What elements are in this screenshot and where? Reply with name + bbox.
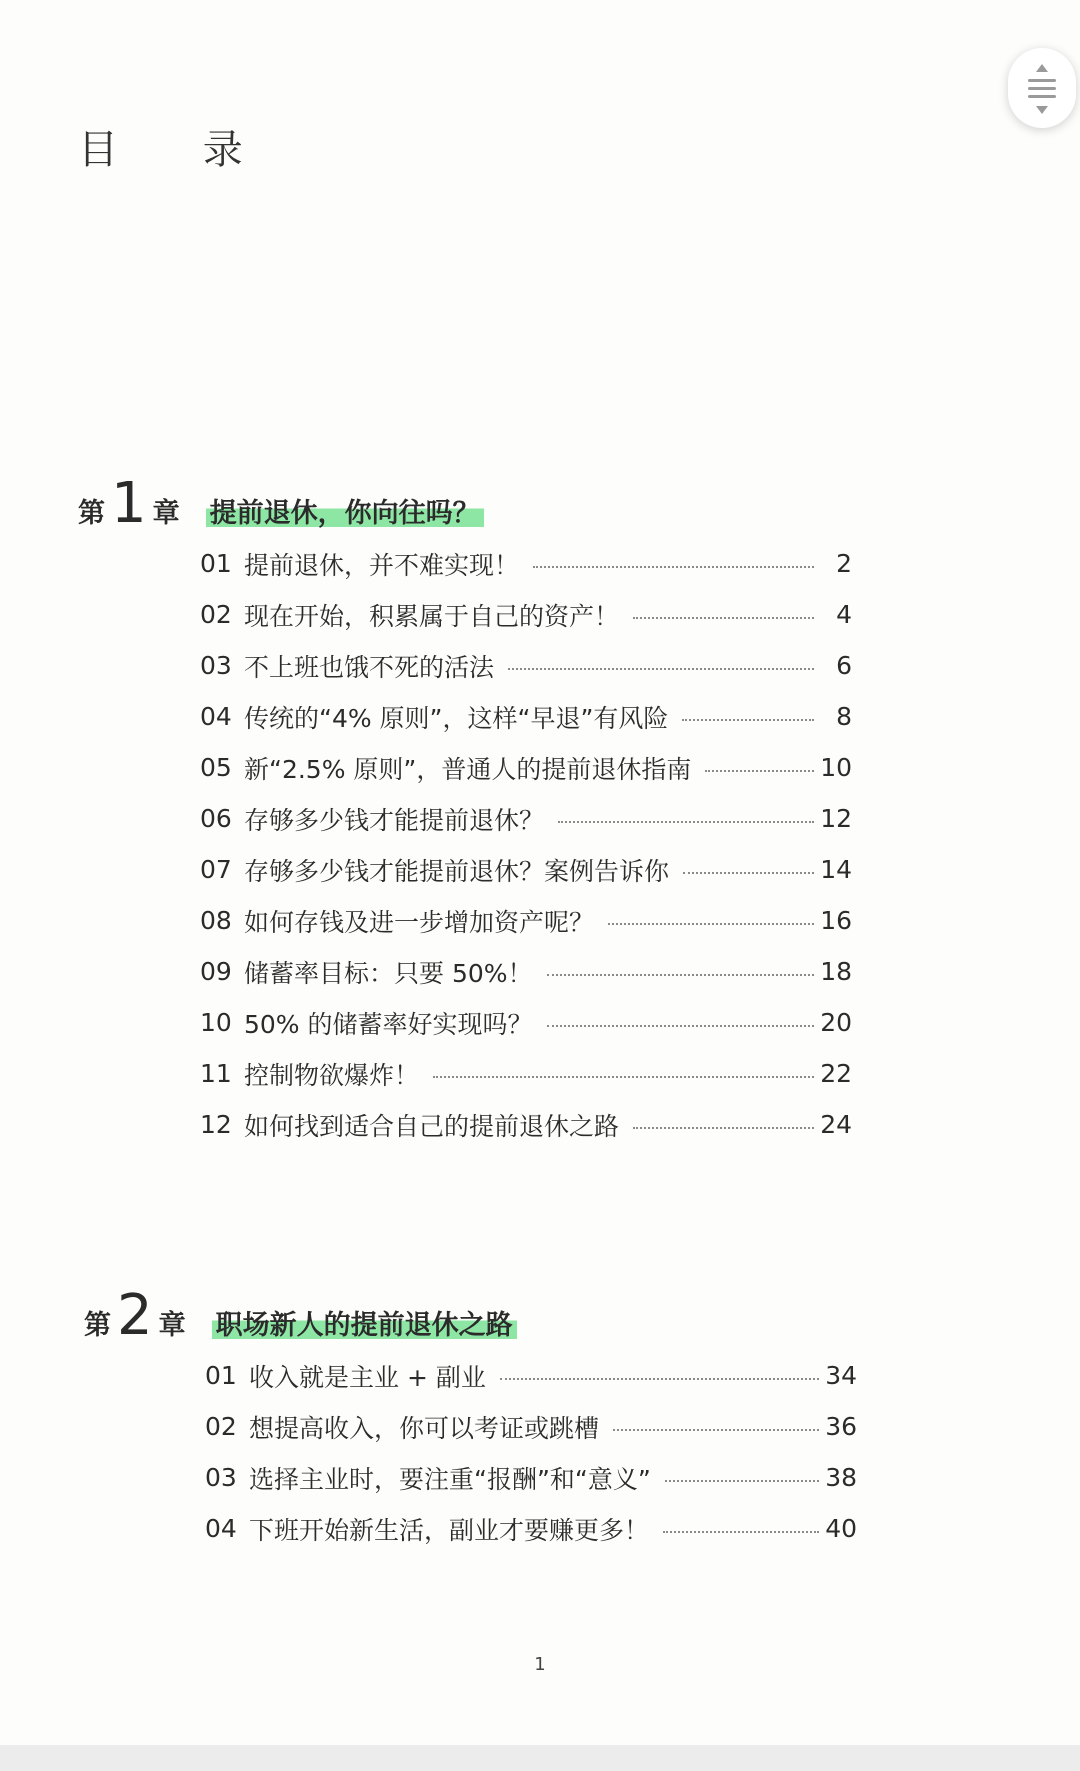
- dot-leader: [665, 1480, 819, 1482]
- entry-number: 01: [200, 549, 232, 578]
- entry-title: 存够多少钱才能提前退休？案例告诉你: [244, 856, 670, 886]
- chapter-title: 职场新人的提前退休之路: [212, 1303, 517, 1342]
- entry-page: 34: [825, 1361, 857, 1390]
- chapter-suffix: 章: [158, 1310, 186, 1341]
- chapter-suffix: 章: [152, 498, 180, 529]
- dot-leader: [633, 617, 814, 619]
- entry-number: 10: [200, 1008, 232, 1037]
- toc-entry[interactable]: [200, 793, 852, 844]
- entry-title: 存够多少钱才能提前退休？: [244, 805, 545, 835]
- entry-title: 选择主业时，要注重“报酬”和“意义”: [249, 1464, 651, 1494]
- entry-number: 07: [200, 855, 232, 884]
- toc-entry[interactable]: [200, 538, 852, 589]
- entry-page: 36: [825, 1412, 857, 1441]
- toc-entry[interactable]: [200, 844, 852, 895]
- dot-leader: [633, 1127, 814, 1129]
- chapter-1-entries: [200, 538, 852, 1150]
- entry-page: 12: [820, 804, 852, 833]
- entry-page: 4: [836, 600, 852, 629]
- entry-title: 如何找到适合自己的提前退休之路: [244, 1111, 620, 1141]
- entry-title: 传统的“4% 原则”，这样“早退”有风险: [244, 703, 669, 733]
- entry-number: 03: [200, 651, 232, 680]
- entry-page: 10: [820, 753, 852, 782]
- chapter-heading[interactable]: [84, 1283, 517, 1348]
- entry-title: 50% 的储蓄率好实现吗？: [244, 1009, 533, 1039]
- entry-title: 提前退休，并不难实现！: [244, 550, 520, 580]
- entry-page: 40: [825, 1514, 857, 1543]
- toc-entry[interactable]: [200, 997, 852, 1048]
- entry-number: 01: [205, 1361, 237, 1390]
- entry-title: 不上班也饿不死的活法: [244, 652, 495, 682]
- entry-title: 如何存钱及进一步增加资产呢？: [244, 907, 595, 937]
- entry-number: 08: [200, 906, 232, 935]
- entry-number: 05: [200, 753, 232, 782]
- menu-line-icon: [1028, 79, 1056, 82]
- entry-number: 12: [200, 1110, 232, 1139]
- dot-leader: [558, 821, 814, 823]
- entry-title: 控制物欲爆炸！: [244, 1060, 420, 1090]
- arrow-down-icon: [1036, 106, 1048, 114]
- toc-entry[interactable]: [200, 1048, 852, 1099]
- entry-number: 06: [200, 804, 232, 833]
- chapter-number: 2: [117, 1283, 153, 1348]
- entry-number: 04: [205, 1514, 237, 1543]
- toc-entry[interactable]: [200, 589, 852, 640]
- entry-number: 02: [205, 1412, 237, 1441]
- page-title: 目 录: [78, 127, 279, 173]
- dot-leader: [608, 923, 814, 925]
- toc-entry[interactable]: [200, 946, 852, 997]
- dot-leader: [705, 770, 814, 772]
- toc-entry[interactable]: [200, 742, 852, 793]
- menu-line-icon: [1028, 87, 1056, 90]
- dot-leader: [433, 1076, 814, 1078]
- toc-entry[interactable]: [205, 1401, 857, 1452]
- chapter-heading[interactable]: [78, 471, 484, 536]
- dot-leader: [682, 719, 814, 721]
- dot-leader: [663, 1531, 819, 1533]
- dot-leader: [533, 566, 814, 568]
- entry-title: 储蓄率目标：只要 50%！: [244, 958, 533, 988]
- entry-page: 14: [820, 855, 852, 884]
- dot-leader: [613, 1429, 819, 1431]
- entry-number: 04: [200, 702, 232, 731]
- dot-leader: [500, 1378, 819, 1380]
- chapter-number: 1: [111, 471, 147, 536]
- toc-entry[interactable]: [200, 895, 852, 946]
- entry-title: 新“2.5% 原则”，普通人的提前退休指南: [244, 754, 692, 784]
- entry-page: 24: [820, 1110, 852, 1139]
- scroll-menu-button[interactable]: [1008, 48, 1076, 128]
- toc-entry[interactable]: [205, 1452, 857, 1503]
- dot-leader: [683, 872, 814, 874]
- dot-leader: [547, 1025, 814, 1027]
- entry-title: 下班开始新生活，副业才要赚更多！: [249, 1515, 650, 1545]
- chapter-prefix: 第: [78, 498, 105, 529]
- dot-leader: [508, 668, 814, 670]
- bottom-strip: [0, 1745, 1080, 1771]
- menu-line-icon: [1028, 95, 1056, 98]
- toc-entry[interactable]: [200, 1099, 852, 1150]
- entry-page: 8: [836, 702, 852, 731]
- entry-page: 2: [836, 549, 852, 578]
- toc-entry[interactable]: [205, 1350, 857, 1401]
- chapter-prefix: 第: [84, 1310, 111, 1341]
- entry-page: 18: [820, 957, 852, 986]
- toc-entry[interactable]: [200, 691, 852, 742]
- chapter-2-entries: [205, 1350, 857, 1554]
- entry-page: 38: [825, 1463, 857, 1492]
- entry-title: 现在开始，积累属于自己的资产！: [244, 601, 620, 631]
- entry-page: 20: [820, 1008, 852, 1037]
- chapter-title: 提前退休，你向往吗？: [206, 491, 484, 530]
- page-number: 1: [534, 1654, 546, 1675]
- dot-leader: [547, 974, 814, 976]
- toc-entry[interactable]: [205, 1503, 857, 1554]
- entry-number: 11: [200, 1059, 232, 1088]
- toc-entry[interactable]: [200, 640, 852, 691]
- arrow-up-icon: [1036, 64, 1048, 72]
- entry-page: 16: [820, 906, 852, 935]
- entry-number: 02: [200, 600, 232, 629]
- entry-page: 6: [836, 651, 852, 680]
- entry-number: 03: [205, 1463, 237, 1492]
- entry-title: 想提高收入，你可以考证或跳槽: [249, 1413, 600, 1443]
- entry-number: 09: [200, 957, 232, 986]
- entry-page: 22: [820, 1059, 852, 1088]
- entry-title: 收入就是主业 + 副业: [249, 1362, 486, 1392]
